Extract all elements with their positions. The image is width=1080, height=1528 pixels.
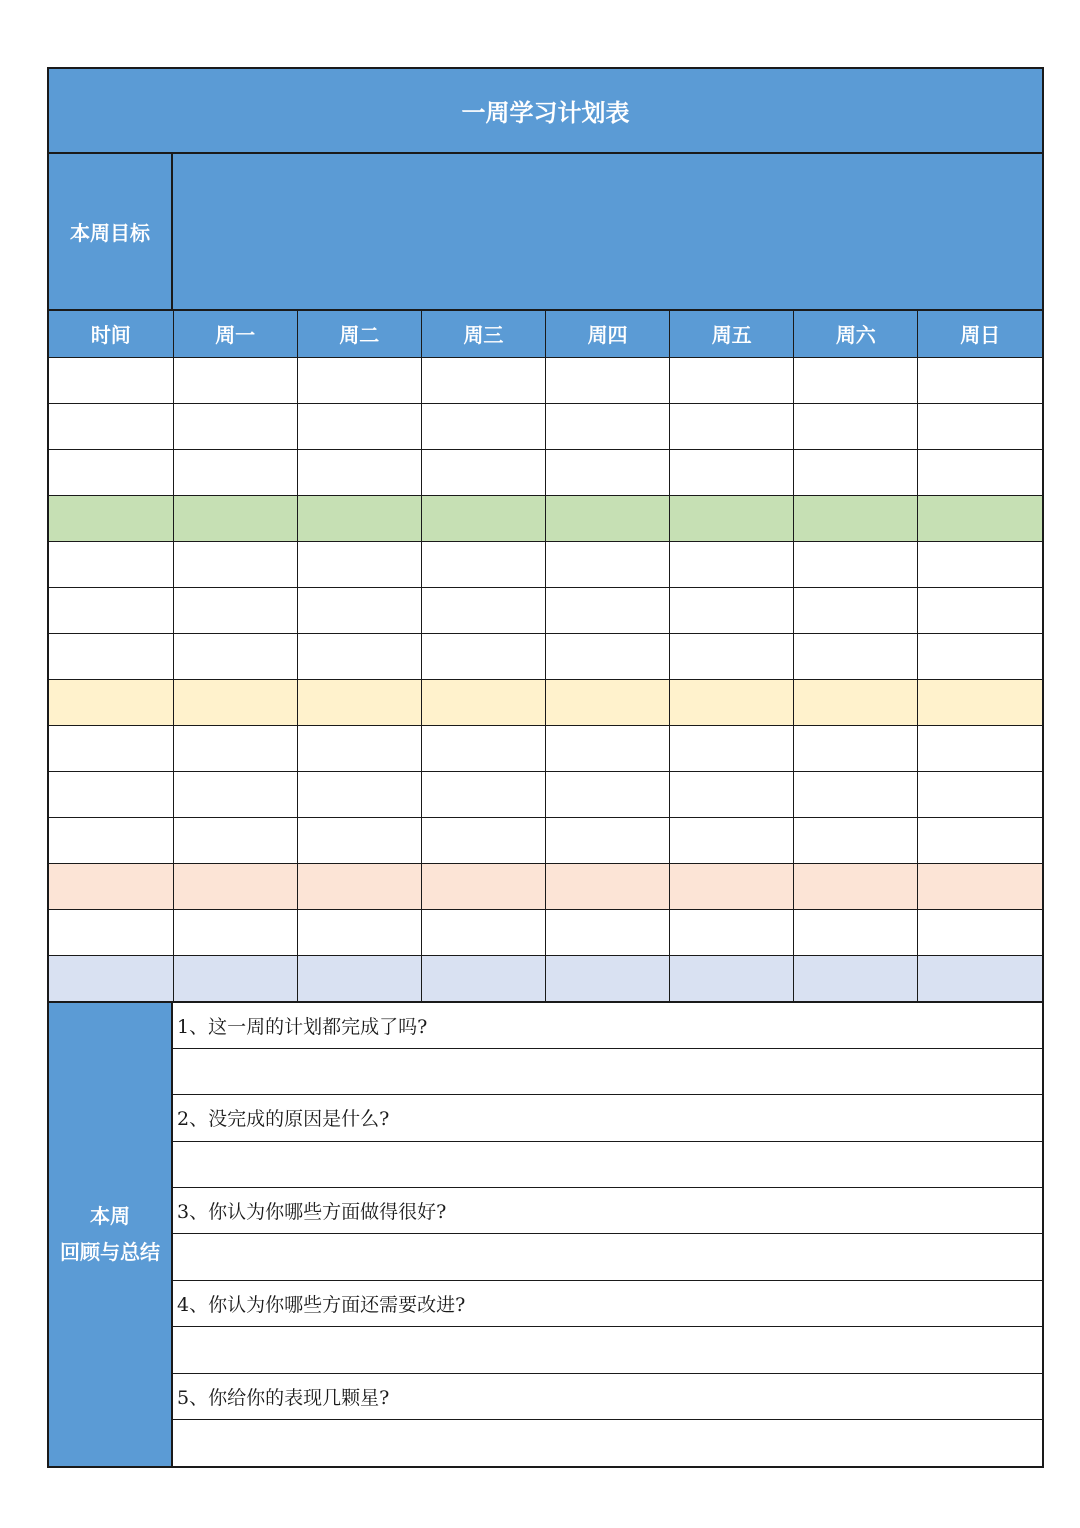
review-answer-5[interactable] bbox=[173, 1420, 1042, 1466]
schedule-cell[interactable] bbox=[918, 909, 1042, 955]
review-answer-3[interactable] bbox=[173, 1234, 1042, 1280]
study-plan-sheet bbox=[47, 67, 1044, 1468]
schedule-cell[interactable] bbox=[297, 541, 421, 587]
schedule-cell[interactable] bbox=[173, 679, 297, 725]
schedule-cell[interactable] bbox=[297, 357, 421, 403]
schedule-cell[interactable] bbox=[421, 679, 545, 725]
schedule-cell[interactable] bbox=[297, 909, 421, 955]
schedule-row bbox=[49, 863, 1042, 909]
schedule-cell[interactable] bbox=[918, 771, 1042, 817]
schedule-cell[interactable] bbox=[173, 863, 297, 909]
weekly-review-section bbox=[49, 1002, 1042, 1467]
schedule-cell[interactable] bbox=[173, 357, 297, 403]
review-answer-4[interactable] bbox=[173, 1327, 1042, 1373]
schedule-cell[interactable] bbox=[421, 725, 545, 771]
review-answer-2[interactable] bbox=[173, 1142, 1042, 1188]
schedule-cell[interactable] bbox=[670, 357, 794, 403]
header-tuesday: 周二 bbox=[297, 311, 421, 357]
header-sunday: 周日 bbox=[918, 311, 1042, 357]
header-time: 时间 bbox=[49, 311, 173, 357]
schedule-cell[interactable] bbox=[546, 725, 670, 771]
schedule-row bbox=[49, 817, 1042, 863]
schedule-cell[interactable] bbox=[794, 817, 918, 863]
schedule-cell[interactable] bbox=[918, 817, 1042, 863]
schedule-cell[interactable] bbox=[173, 541, 297, 587]
time-cell[interactable] bbox=[49, 679, 173, 725]
time-cell[interactable] bbox=[49, 863, 173, 909]
schedule-cell[interactable] bbox=[297, 863, 421, 909]
schedule-row bbox=[49, 633, 1042, 679]
time-cell[interactable] bbox=[49, 587, 173, 633]
schedule-cell[interactable] bbox=[546, 633, 670, 679]
review-question-2: 2、没完成的原因是什么? bbox=[173, 1095, 1042, 1141]
schedule-cell[interactable] bbox=[173, 817, 297, 863]
time-cell[interactable] bbox=[49, 495, 173, 541]
time-cell[interactable] bbox=[49, 357, 173, 403]
schedule-cell[interactable] bbox=[546, 955, 670, 1001]
schedule-cell[interactable] bbox=[297, 725, 421, 771]
schedule-cell[interactable] bbox=[794, 541, 918, 587]
schedule-cell[interactable] bbox=[173, 771, 297, 817]
time-cell[interactable] bbox=[49, 955, 173, 1001]
schedule-cell[interactable] bbox=[421, 909, 545, 955]
schedule-row bbox=[49, 449, 1042, 495]
header-friday: 周五 bbox=[670, 311, 794, 357]
schedule-row bbox=[49, 771, 1042, 817]
time-cell[interactable] bbox=[49, 909, 173, 955]
schedule-row bbox=[49, 679, 1042, 725]
schedule-cell[interactable] bbox=[670, 449, 794, 495]
schedule-cell[interactable] bbox=[546, 771, 670, 817]
schedule-cell[interactable] bbox=[421, 771, 545, 817]
schedule-cell[interactable] bbox=[670, 587, 794, 633]
schedule-row bbox=[49, 909, 1042, 955]
schedule-cell[interactable] bbox=[297, 403, 421, 449]
schedule-cell[interactable] bbox=[421, 817, 545, 863]
schedule-header-row bbox=[49, 311, 1042, 357]
schedule-cell[interactable] bbox=[794, 863, 918, 909]
schedule-cell[interactable] bbox=[546, 495, 670, 541]
schedule-cell[interactable] bbox=[297, 495, 421, 541]
schedule-cell[interactable] bbox=[173, 955, 297, 1001]
schedule-cell[interactable] bbox=[421, 633, 545, 679]
sheet-title: 一周学习计划表 bbox=[49, 69, 1042, 154]
schedule-cell[interactable] bbox=[546, 909, 670, 955]
schedule-cell[interactable] bbox=[670, 541, 794, 587]
header-saturday: 周六 bbox=[794, 311, 918, 357]
time-cell[interactable] bbox=[49, 633, 173, 679]
schedule-row bbox=[49, 357, 1042, 403]
schedule-cell[interactable] bbox=[794, 771, 918, 817]
schedule-cell[interactable] bbox=[173, 403, 297, 449]
schedule-cell[interactable] bbox=[670, 863, 794, 909]
schedule-cell[interactable] bbox=[794, 679, 918, 725]
schedule-row bbox=[49, 495, 1042, 541]
review-answer-1[interactable] bbox=[173, 1049, 1042, 1095]
schedule-cell[interactable] bbox=[670, 403, 794, 449]
schedule-cell[interactable] bbox=[546, 817, 670, 863]
review-label-line2: 回顾与总结 bbox=[60, 1240, 160, 1265]
time-cell[interactable] bbox=[49, 403, 173, 449]
review-question-4: 4、你认为你哪些方面还需要改进? bbox=[173, 1281, 1042, 1327]
time-cell[interactable] bbox=[49, 817, 173, 863]
schedule-cell[interactable] bbox=[173, 495, 297, 541]
schedule-cell[interactable] bbox=[173, 587, 297, 633]
schedule-cell[interactable] bbox=[546, 863, 670, 909]
schedule-row bbox=[49, 403, 1042, 449]
schedule-cell[interactable] bbox=[297, 955, 421, 1001]
header-monday: 周一 bbox=[173, 311, 297, 357]
schedule-cell[interactable] bbox=[421, 863, 545, 909]
schedule-cell[interactable] bbox=[918, 863, 1042, 909]
schedule-row bbox=[49, 587, 1042, 633]
schedule-row bbox=[49, 955, 1042, 1001]
schedule-cell[interactable] bbox=[421, 357, 545, 403]
schedule-cell[interactable] bbox=[918, 587, 1042, 633]
schedule-cell[interactable] bbox=[173, 909, 297, 955]
review-question-3: 3、你认为你哪些方面做得很好? bbox=[173, 1188, 1042, 1234]
schedule-cell[interactable] bbox=[670, 909, 794, 955]
schedule-cell[interactable] bbox=[297, 679, 421, 725]
schedule-cell[interactable] bbox=[546, 541, 670, 587]
weekly-review-label bbox=[49, 1003, 173, 1467]
review-question-5: 5、你给你的表现几颗星? bbox=[173, 1374, 1042, 1420]
schedule-cell[interactable] bbox=[421, 403, 545, 449]
time-cell[interactable] bbox=[49, 725, 173, 771]
weekly-goal-label: 本周目标 bbox=[49, 154, 173, 309]
weekly-goal-row bbox=[49, 154, 1042, 311]
schedule-cell[interactable] bbox=[297, 771, 421, 817]
schedule-cell[interactable] bbox=[173, 725, 297, 771]
schedule-cell[interactable] bbox=[918, 679, 1042, 725]
schedule-cell[interactable] bbox=[173, 633, 297, 679]
schedule-cell[interactable] bbox=[670, 817, 794, 863]
schedule-cell[interactable] bbox=[546, 403, 670, 449]
schedule-cell[interactable] bbox=[297, 817, 421, 863]
weekly-goal-field[interactable] bbox=[173, 154, 1042, 309]
schedule-table bbox=[49, 311, 1042, 1002]
schedule-cell[interactable] bbox=[546, 679, 670, 725]
schedule-cell[interactable] bbox=[670, 725, 794, 771]
schedule-cell[interactable] bbox=[421, 587, 545, 633]
schedule-cell[interactable] bbox=[794, 495, 918, 541]
schedule-cell[interactable] bbox=[670, 955, 794, 1001]
schedule-cell[interactable] bbox=[546, 357, 670, 403]
schedule-cell[interactable] bbox=[918, 403, 1042, 449]
schedule-cell[interactable] bbox=[918, 449, 1042, 495]
review-lines bbox=[173, 1003, 1042, 1467]
schedule-cell[interactable] bbox=[918, 633, 1042, 679]
review-question-1: 1、这一周的计划都完成了吗? bbox=[173, 1003, 1042, 1049]
schedule-cell[interactable] bbox=[546, 449, 670, 495]
schedule-cell[interactable] bbox=[421, 495, 545, 541]
schedule-row bbox=[49, 541, 1042, 587]
schedule-cell[interactable] bbox=[794, 449, 918, 495]
schedule-cell[interactable] bbox=[670, 771, 794, 817]
schedule-cell[interactable] bbox=[546, 587, 670, 633]
schedule-row bbox=[49, 725, 1042, 771]
schedule-cell[interactable] bbox=[918, 541, 1042, 587]
schedule-cell[interactable] bbox=[794, 403, 918, 449]
schedule-cell[interactable] bbox=[794, 725, 918, 771]
time-cell[interactable] bbox=[49, 541, 173, 587]
schedule-cell[interactable] bbox=[794, 633, 918, 679]
review-label-line1: 本周 bbox=[90, 1204, 130, 1229]
header-wednesday: 周三 bbox=[421, 311, 545, 357]
schedule-cell[interactable] bbox=[670, 633, 794, 679]
schedule-cell[interactable] bbox=[670, 679, 794, 725]
schedule-cell[interactable] bbox=[794, 357, 918, 403]
schedule-cell[interactable] bbox=[918, 955, 1042, 1001]
schedule-cell[interactable] bbox=[794, 587, 918, 633]
schedule-cell[interactable] bbox=[918, 495, 1042, 541]
time-cell[interactable] bbox=[49, 771, 173, 817]
schedule-cell[interactable] bbox=[794, 955, 918, 1001]
schedule-cell[interactable] bbox=[173, 449, 297, 495]
schedule-cell[interactable] bbox=[670, 495, 794, 541]
schedule-cell[interactable] bbox=[297, 633, 421, 679]
schedule-cell[interactable] bbox=[918, 357, 1042, 403]
schedule-body bbox=[49, 357, 1042, 1001]
schedule-cell[interactable] bbox=[297, 449, 421, 495]
schedule-cell[interactable] bbox=[421, 541, 545, 587]
header-thursday: 周四 bbox=[546, 311, 670, 357]
time-cell[interactable] bbox=[49, 449, 173, 495]
schedule-cell[interactable] bbox=[421, 449, 545, 495]
schedule-cell[interactable] bbox=[918, 725, 1042, 771]
schedule-cell[interactable] bbox=[794, 909, 918, 955]
schedule-cell[interactable] bbox=[421, 955, 545, 1001]
schedule-cell[interactable] bbox=[297, 587, 421, 633]
